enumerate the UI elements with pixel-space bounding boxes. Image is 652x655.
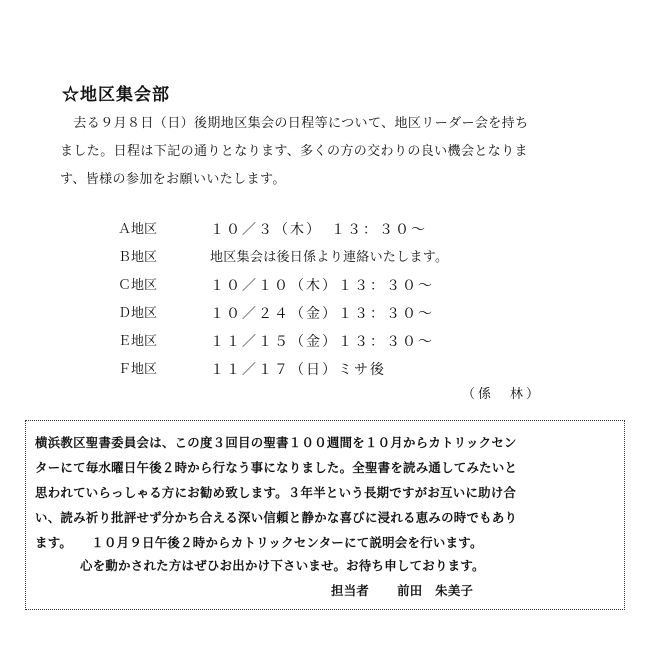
intro-paragraph [60,110,600,194]
section-title: ☆地区集会部 [62,85,170,105]
notice-contact [331,581,473,599]
schedule-detail: １０／２４（金）１３：３０～ [210,306,434,322]
area-label: Ｂ地区 [118,250,158,265]
signature: （係 林） [462,387,543,402]
notice-line: 横浜教区聖書委員会は、この度３回目の聖書１００週間を１０月からカトリックセン [35,435,517,450]
notice-line: い、読み祈り批評せず分かち合える深い信頼と静かな喜びに浸れる恵みの時でもあり [35,510,518,525]
contact-label: 担当者 [331,583,370,598]
schedule-detail: １１／１５（金）１３：３０～ [210,334,434,350]
notice-line: ます。 １０月９日午後２時からカトリックセンターにて説明会を行います。 [35,535,483,550]
area-label: Ａ地区 [118,222,158,237]
notice-line: ターにて毎水曜日午後２時から行なう事になりました。全聖書を読み通してみたいと [35,460,518,475]
schedule-detail: 地区集会は後日係より連絡いたします。 [210,250,449,265]
notice-line: 心を動かされた方はぜひお出かけ下さいませ。お待ち申しております。 [80,558,485,573]
notice-line: 思われていらっしゃる方にお勧め致します。３年半という長期ですがお互いに助け合 [35,485,517,500]
area-label: Ｃ地区 [118,278,158,293]
notice-box [25,420,625,610]
schedule-detail: １０／１０（木）１３：３０～ [210,278,434,294]
area-label: Ｆ地区 [118,362,158,377]
schedule-detail: １１／１７（日）ミサ後 [210,362,386,378]
intro-line: す、皆様の参加をお願いいたします。 [60,172,286,187]
area-label: Ｄ地区 [118,306,158,321]
contact-name: 前田 朱美子 [397,583,474,598]
intro-line: 去る９月８日（日）後期地区集会の日程等について、地区リーダー会を持ち [60,116,529,131]
area-label: Ｅ地区 [118,334,158,349]
schedule-detail: １０／３（木） １３：３０～ [210,222,427,238]
intro-line: ました。日程は下記の通りとなります、多くの方の交わりの良い機会となりま [60,144,528,159]
